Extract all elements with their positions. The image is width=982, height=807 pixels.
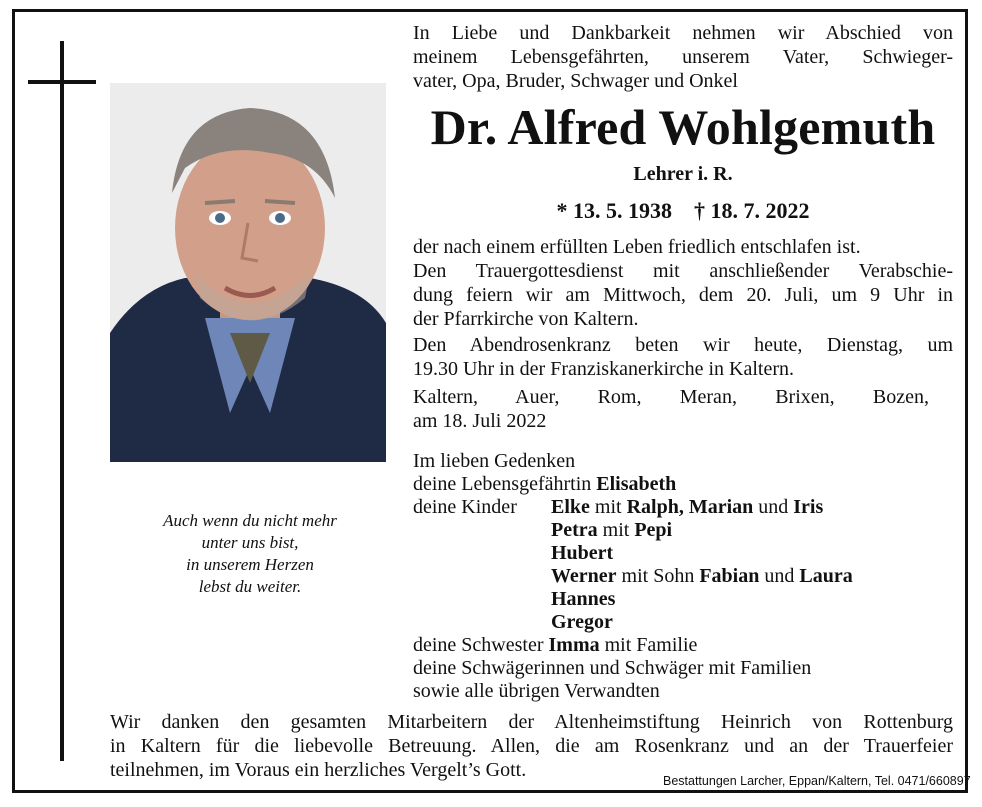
partner-prefix: deine Lebensgefährtin: [413, 473, 592, 495]
text-line: dung feiern wir am Mittwoch, dem 20. Juli, um 9 Uhr in: [413, 284, 953, 306]
child-name: Petra: [551, 519, 598, 541]
partner-line: [413, 473, 676, 496]
quote-line: unter uns bist,: [201, 533, 299, 552]
child-name: Hubert: [551, 542, 614, 564]
sister-prefix: deine Schwester: [413, 634, 544, 656]
deceased-name: Dr. Alfred Wohlgemuth: [430, 99, 936, 155]
connector: mit: [594, 496, 622, 518]
funeral-home-credit: Bestattungen Larcher, Eppan/Kaltern, Tel. 0471/660897: [663, 774, 971, 788]
child-line-elke: [551, 496, 823, 519]
partner-name: Ralph: [626, 496, 679, 518]
grandchild-name: Iris: [793, 496, 824, 518]
connector: mit: [602, 519, 630, 541]
thanks-line: Wir danken den gesamten Mitarbeitern der Altenheimstiftung Heinrich von Rottenburg: [110, 711, 953, 733]
connector: und: [764, 565, 795, 587]
birth-date: * 13. 5. 1938: [556, 198, 672, 223]
sister-name: Imma: [548, 634, 600, 656]
text-line: Den Abendrosenkranz beten wir heute, Dienstag, um: [413, 334, 953, 356]
child-line-hannes: [551, 588, 615, 611]
cross-icon-horizontal: [28, 80, 96, 84]
text-line: der Pfarrkirche von Kaltern.: [413, 308, 639, 330]
deceased-title: Lehrer i. R.: [633, 163, 733, 185]
child-name: Werner: [551, 565, 617, 587]
portrait-photo: [110, 83, 386, 462]
place-line: Kaltern, Auer, Rom, Meran, Brixen, Bozen,: [413, 386, 929, 408]
relatives-line: sowie alle übrigen Verwandten: [413, 680, 660, 702]
child-line-petra: [551, 519, 672, 542]
cross-icon-vertical: [60, 41, 64, 761]
child-name: Hannes: [551, 588, 616, 610]
sister-suffix: mit Familie: [604, 634, 698, 656]
quote-line: in unserem Herzen: [186, 555, 314, 574]
text-line: der nach einem erfüllten Leben friedlich entschlafen ist.: [413, 236, 861, 258]
intro-line: In Liebe und Dankbarkeit nehmen wir Abschied von: [413, 22, 953, 44]
comma: ,: [678, 496, 684, 518]
grandchild-name: Fabian: [699, 565, 760, 587]
intro-line: vater, Opa, Bruder, Schwager und Onkel: [413, 70, 738, 92]
intro-line: meinem Lebensgefährten, unserem Vater, Schwieger-: [413, 46, 953, 68]
child-name: Gregor: [551, 611, 613, 633]
partner-name: Pepi: [634, 519, 673, 541]
quote-line: Auch wenn du nicht mehr: [163, 511, 337, 530]
partner-name: Elisabeth: [596, 473, 677, 495]
child-line-gregor: [551, 611, 613, 634]
children-prefix: deine Kinder: [413, 496, 517, 518]
child-line-hubert: [551, 542, 613, 565]
grandchild-name: Marian: [688, 496, 754, 518]
text-line: Den Trauergottesdienst mit anschließender Verabschie-: [413, 260, 953, 282]
thanks-line: in Kaltern für die liebevolle Betreuung. Allen, die am Rosenkranz und an der Trauerfeier: [110, 735, 953, 757]
memorial-quote: [120, 510, 380, 598]
life-dates: [413, 198, 953, 224]
mourners-heading: Im lieben Gedenken: [413, 450, 576, 472]
connector: und: [758, 496, 789, 518]
thanks-line: teilnehmen, im Voraus ein herzliches Vergelt’s Gott.: [110, 759, 527, 781]
quote-line: lebst du weiter.: [198, 577, 302, 596]
child-name: Elke: [551, 496, 590, 518]
death-date: † 18. 7. 2022: [694, 198, 810, 223]
date-line: am 18. Juli 2022: [413, 410, 547, 432]
inlaws-line: deine Schwägerinnen und Schwäger mit Familien: [413, 657, 812, 679]
sister-line: [413, 634, 697, 657]
child-line-werner: [551, 565, 853, 588]
text-line: 19.30 Uhr in der Franziskanerkirche in Kaltern.: [413, 358, 794, 380]
grandchild-name: Laura: [799, 565, 853, 587]
connector: mit Sohn: [621, 565, 695, 587]
